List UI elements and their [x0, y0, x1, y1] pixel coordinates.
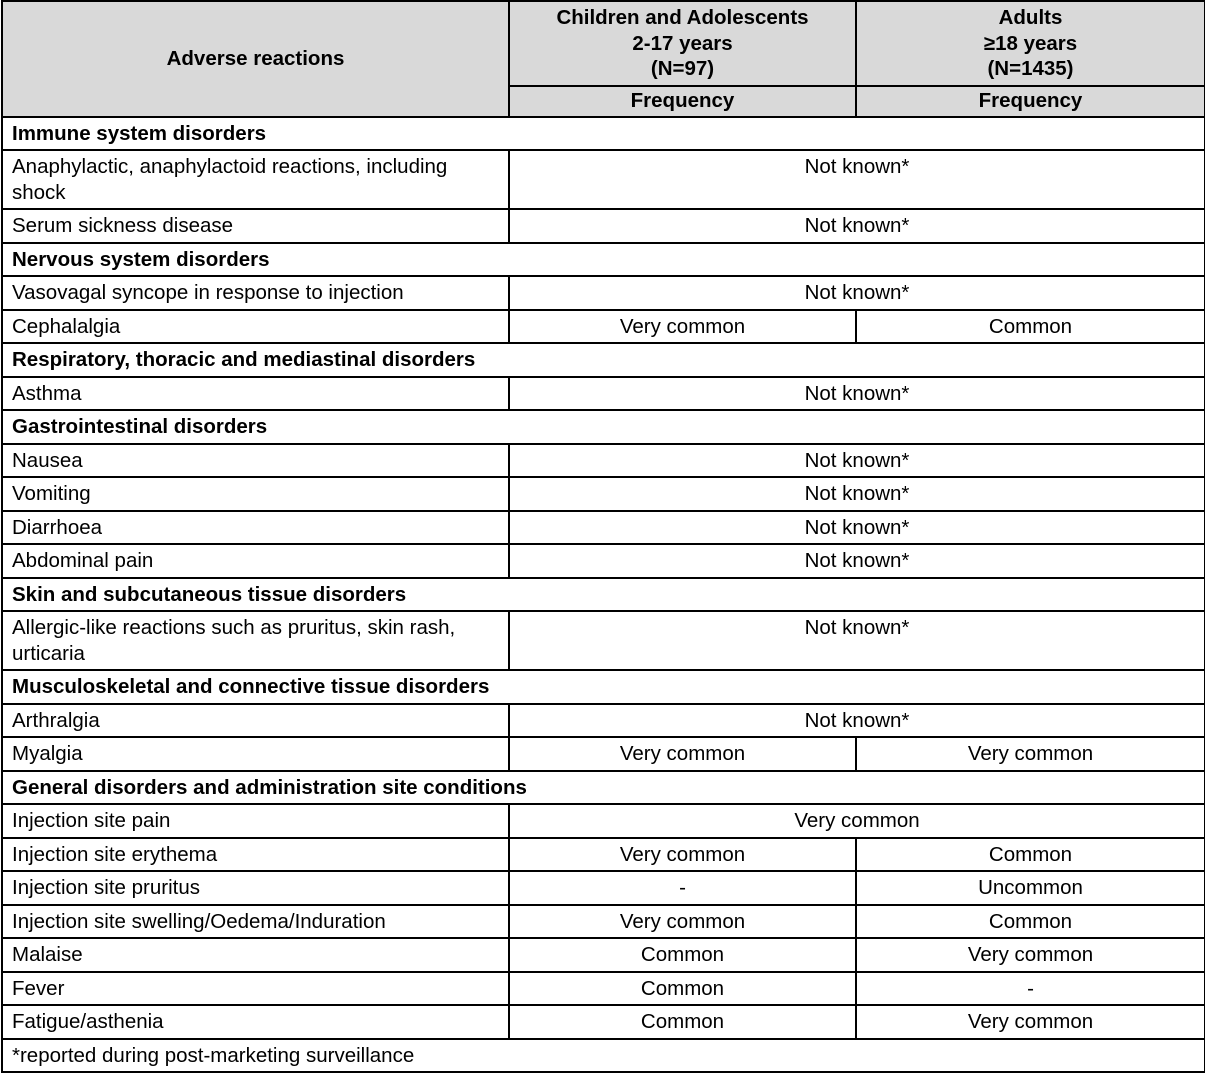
- reaction-label: Diarrhoea: [2, 511, 509, 545]
- reaction-label: Vasovagal syncope in response to injection: [2, 276, 509, 310]
- frequency-adults: -: [856, 972, 1205, 1006]
- reaction-label: Asthma: [2, 377, 509, 411]
- table-row: [2, 611, 1205, 670]
- table-row: [2, 276, 1205, 310]
- reaction-label: Cephalalgia: [2, 310, 509, 344]
- table-footer: [2, 1039, 1205, 1073]
- frequency-adults: Common: [856, 905, 1205, 939]
- category-label: Gastrointestinal disorders: [2, 410, 1205, 444]
- category-label: Respiratory, thoracic and mediastinal disorders: [2, 343, 1205, 377]
- frequency-adults: Very common: [856, 938, 1205, 972]
- children-header-line1: Children and Adolescents: [556, 6, 809, 29]
- category-row: [2, 117, 1205, 151]
- frequency-all-ages: Not known*: [509, 477, 1205, 511]
- frequency-children: -: [509, 871, 856, 905]
- frequency-children: Very common: [509, 737, 856, 771]
- frequency-all-ages: Not known*: [509, 544, 1205, 578]
- table-row: [2, 871, 1205, 905]
- frequency-children: Very common: [509, 310, 856, 344]
- frequency-all-ages: Very common: [509, 804, 1205, 838]
- table-row: [2, 310, 1205, 344]
- adults-header-line3: (N=1435): [987, 57, 1074, 80]
- reaction-label: Injection site pruritus: [2, 871, 509, 905]
- table-row: [2, 544, 1205, 578]
- table-row: [2, 704, 1205, 738]
- frequency-children: Common: [509, 1005, 856, 1039]
- reaction-label: Fatigue/asthenia: [2, 1005, 509, 1039]
- header-row: [2, 1, 1205, 86]
- adverse-reactions-header: Adverse reactions: [2, 1, 509, 117]
- category-label: General disorders and administration site conditions: [2, 771, 1205, 805]
- category-label: Nervous system disorders: [2, 243, 1205, 277]
- adverse-reactions-table: [1, 0, 1205, 1073]
- frequency-children: Very common: [509, 905, 856, 939]
- table-body: [2, 117, 1205, 1039]
- footnote-row: [2, 1039, 1205, 1073]
- adults-header-line1: Adults: [998, 6, 1063, 29]
- table-row: [2, 150, 1205, 209]
- frequency-adults: Uncommon: [856, 871, 1205, 905]
- reaction-label: Allergic-like reactions such as pruritus, skin rash, urticaria: [2, 611, 509, 670]
- children-frequency-header: Frequency: [509, 86, 856, 117]
- frequency-all-ages: Not known*: [509, 209, 1205, 243]
- category-label: Musculoskeletal and connective tissue disorders: [2, 670, 1205, 704]
- adults-group-header: [856, 1, 1205, 86]
- table-row: [2, 905, 1205, 939]
- frequency-adults: Common: [856, 838, 1205, 872]
- reaction-label: Anaphylactic, anaphylactoid reactions, including shock: [2, 150, 509, 209]
- table-row: [2, 511, 1205, 545]
- frequency-adults: Very common: [856, 1005, 1205, 1039]
- category-row: [2, 670, 1205, 704]
- frequency-children: Very common: [509, 838, 856, 872]
- reaction-label: Abdominal pain: [2, 544, 509, 578]
- table-row: [2, 477, 1205, 511]
- frequency-all-ages: Not known*: [509, 511, 1205, 545]
- adults-header-line2: ≥18 years: [983, 31, 1078, 55]
- frequency-adults: Common: [856, 310, 1205, 344]
- children-header-line2: 2-17 years: [632, 31, 733, 55]
- reaction-label: Injection site swelling/Oedema/Induration: [2, 905, 509, 939]
- table-row: [2, 1005, 1205, 1039]
- reaction-label: Arthralgia: [2, 704, 509, 738]
- adults-frequency-header: Frequency: [856, 86, 1205, 117]
- category-row: [2, 343, 1205, 377]
- table-row: [2, 444, 1205, 478]
- category-row: [2, 771, 1205, 805]
- footnote: *reported during post-marketing surveillance: [2, 1039, 1205, 1073]
- reaction-label: Fever: [2, 972, 509, 1006]
- frequency-all-ages: Not known*: [509, 444, 1205, 478]
- table-row: [2, 377, 1205, 411]
- table-header: [2, 1, 1205, 117]
- reaction-label: Injection site pain: [2, 804, 509, 838]
- category-row: [2, 243, 1205, 277]
- frequency-all-ages: Not known*: [509, 150, 1205, 209]
- table-row: [2, 804, 1205, 838]
- table-row: [2, 972, 1205, 1006]
- frequency-adults: Very common: [856, 737, 1205, 771]
- children-header-line3: (N=97): [650, 57, 715, 80]
- table-row: [2, 938, 1205, 972]
- frequency-all-ages: Not known*: [509, 377, 1205, 411]
- category-label: Immune system disorders: [2, 117, 1205, 151]
- reaction-label: Malaise: [2, 938, 509, 972]
- reaction-label: Injection site erythema: [2, 838, 509, 872]
- frequency-children: Common: [509, 938, 856, 972]
- category-label: Skin and subcutaneous tissue disorders: [2, 578, 1205, 612]
- frequency-all-ages: Not known*: [509, 704, 1205, 738]
- category-row: [2, 410, 1205, 444]
- table-row: [2, 838, 1205, 872]
- table-row: [2, 209, 1205, 243]
- children-group-header: [509, 1, 856, 86]
- reaction-label: Myalgia: [2, 737, 509, 771]
- frequency-all-ages: Not known*: [509, 276, 1205, 310]
- frequency-children: Common: [509, 972, 856, 1006]
- reaction-label: Serum sickness disease: [2, 209, 509, 243]
- category-row: [2, 578, 1205, 612]
- frequency-all-ages: Not known*: [509, 611, 1205, 670]
- reaction-label: Vomiting: [2, 477, 509, 511]
- table-row: [2, 737, 1205, 771]
- reaction-label: Nausea: [2, 444, 509, 478]
